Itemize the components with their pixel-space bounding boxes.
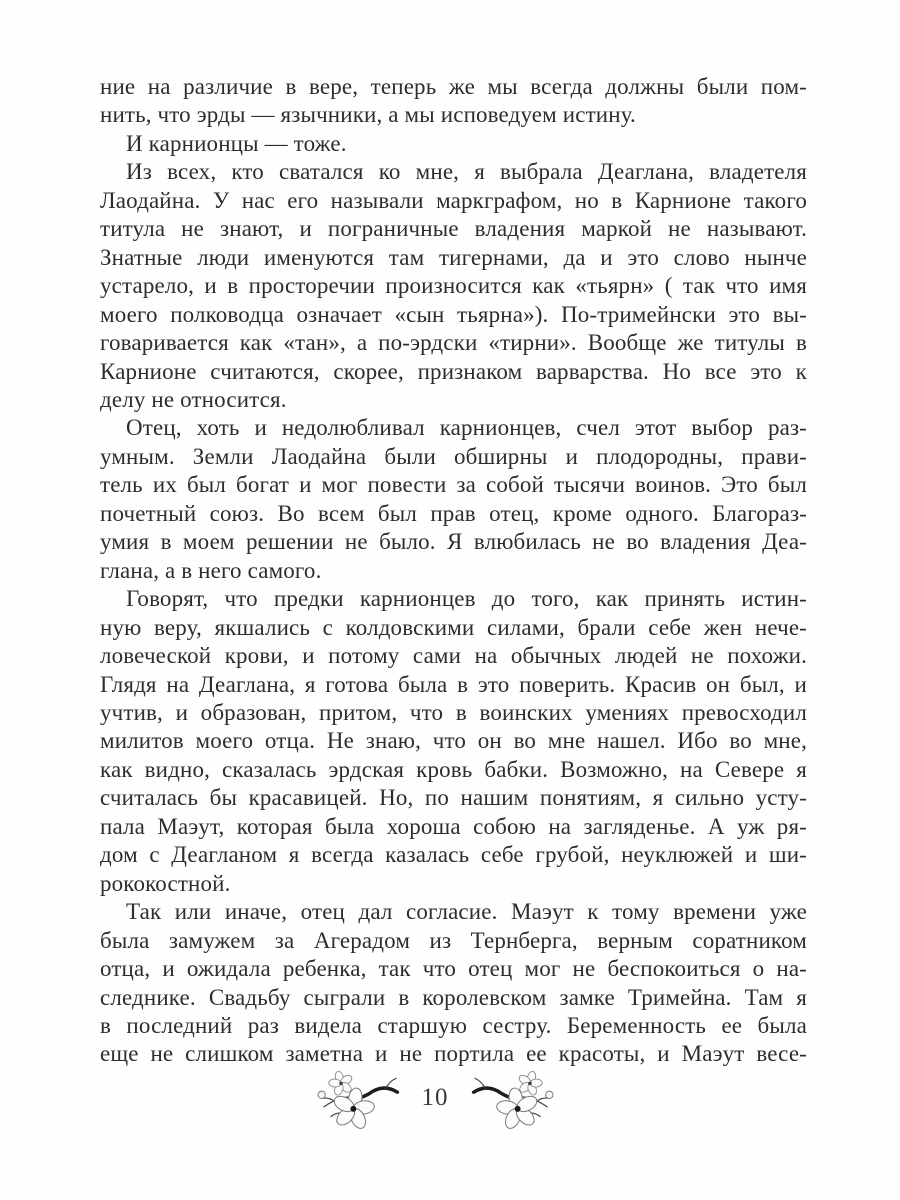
- paragraph: [100, 898, 807, 1069]
- paragraph: [100, 585, 807, 898]
- text-line: делу не относится.: [100, 386, 287, 412]
- text-line: учтив, и образован, притом, что в воинских умениях превосходил: [100, 699, 807, 725]
- text-line: отца, и ожидала ребенка, так что отец мог не беспокоиться о на-: [100, 956, 807, 982]
- text-line: считалась бы красавицей. Но, по нашим понятиям, я сильно усту-: [100, 785, 807, 811]
- text-line: моего полководца означает «сын тьярна»). По-тримейнски это вы-: [100, 301, 807, 327]
- page-text-block: [100, 73, 807, 1069]
- text-line: титула не знают, и пограничные владения маркой не называют.: [100, 216, 807, 242]
- text-line: Отец, хоть и недолюбливал карнионцев, счел этот выбор раз-: [126, 415, 807, 441]
- text-line: говаривается как «тан», а по-эрдски «тирни». Вообще же титулы в: [100, 330, 807, 356]
- text-line: ловеческой крови, и потому сами на обычных людей не похожи.: [100, 643, 807, 669]
- paragraph: [100, 130, 807, 158]
- text-line: устарело, и в просторечии произносится как «тьярн» ( так что имя: [100, 273, 807, 299]
- paragraph: [100, 73, 807, 130]
- text-line: тель их был богат и мог повести за собой тысячи воинов. Это был: [100, 472, 807, 498]
- text-line: Говорят, что предки карнионцев до того, как принять истин-: [126, 586, 807, 612]
- text-line: Лаодайна. У нас его называли маркграфом, но в Карнионе такого: [100, 187, 807, 213]
- text-line: была замужем за Агерадом из Тернберга, верным соратником: [100, 927, 807, 953]
- text-line: Глядя на Деаглана, я готова была в это поверить. Красив он был, и: [100, 671, 807, 697]
- text-line: Так или иначе, отец дал согласие. Маэут к тому времени уже: [126, 899, 807, 925]
- text-line: Карнионе считаются, скорее, признаком варварства. Но все это к: [100, 358, 807, 384]
- text-line: И карнионцы — тоже.: [126, 130, 347, 156]
- text-line: еще не слишком заметна и не портила ее красоты, и Маэут весе-: [100, 1041, 807, 1067]
- blossom-branch-icon-mirrored: [471, 1070, 559, 1132]
- text-line: почетный союз. Во всем был прав отец, кроме одного. Благораз-: [100, 500, 807, 526]
- text-line: ную веру, якшались с колдовскими силами, брали себе жен нече-: [100, 614, 807, 640]
- text-line: дом с Деагланом я всегда казалась себе грубой, неуклюжей и ши-: [100, 842, 807, 868]
- paragraph: [100, 414, 807, 585]
- text-line: глана, а в него самого.: [100, 557, 322, 583]
- blossom-branch-icon: [312, 1070, 400, 1132]
- text-line: следнике. Свадьбу сыграли в королевском замке Тримейна. Там я: [100, 984, 807, 1010]
- text-line: милитов моего отца. Не знаю, что он во мне нашел. Ибо во мне,: [100, 728, 807, 754]
- text-line: в последний раз видела старшую сестру. Беременность ее была: [100, 1012, 807, 1038]
- text-line: Из всех, кто сватался ко мне, я выбрала Деаглана, владетеля: [126, 159, 807, 185]
- text-line: Знатные люди именуются там тигернами, да и это слово нынче: [100, 244, 807, 270]
- text-line: умным. Земли Лаодайна были обширны и плодородны, прави-: [100, 443, 807, 469]
- text-line: пала Маэут, которая была хороша собою на загляденье. А уж ря-: [100, 813, 807, 839]
- text-line: нить, что эрды — язычники, а мы исповедуем истину.: [100, 102, 636, 128]
- text-line: ние на различие в вере, теперь же мы всегда должны были пом-: [100, 74, 807, 99]
- paragraph: [100, 158, 807, 414]
- text-line: как видно, сказалась эрдская кровь бабки. Возможно, на Севере я: [100, 756, 807, 782]
- page-footer: [0, 1070, 870, 1132]
- page-number: 10: [421, 1084, 449, 1111]
- text-line: рококостной.: [100, 870, 231, 896]
- text-line: умия в моем решении не было. Я влюбилась не во владения Деа-: [100, 529, 807, 555]
